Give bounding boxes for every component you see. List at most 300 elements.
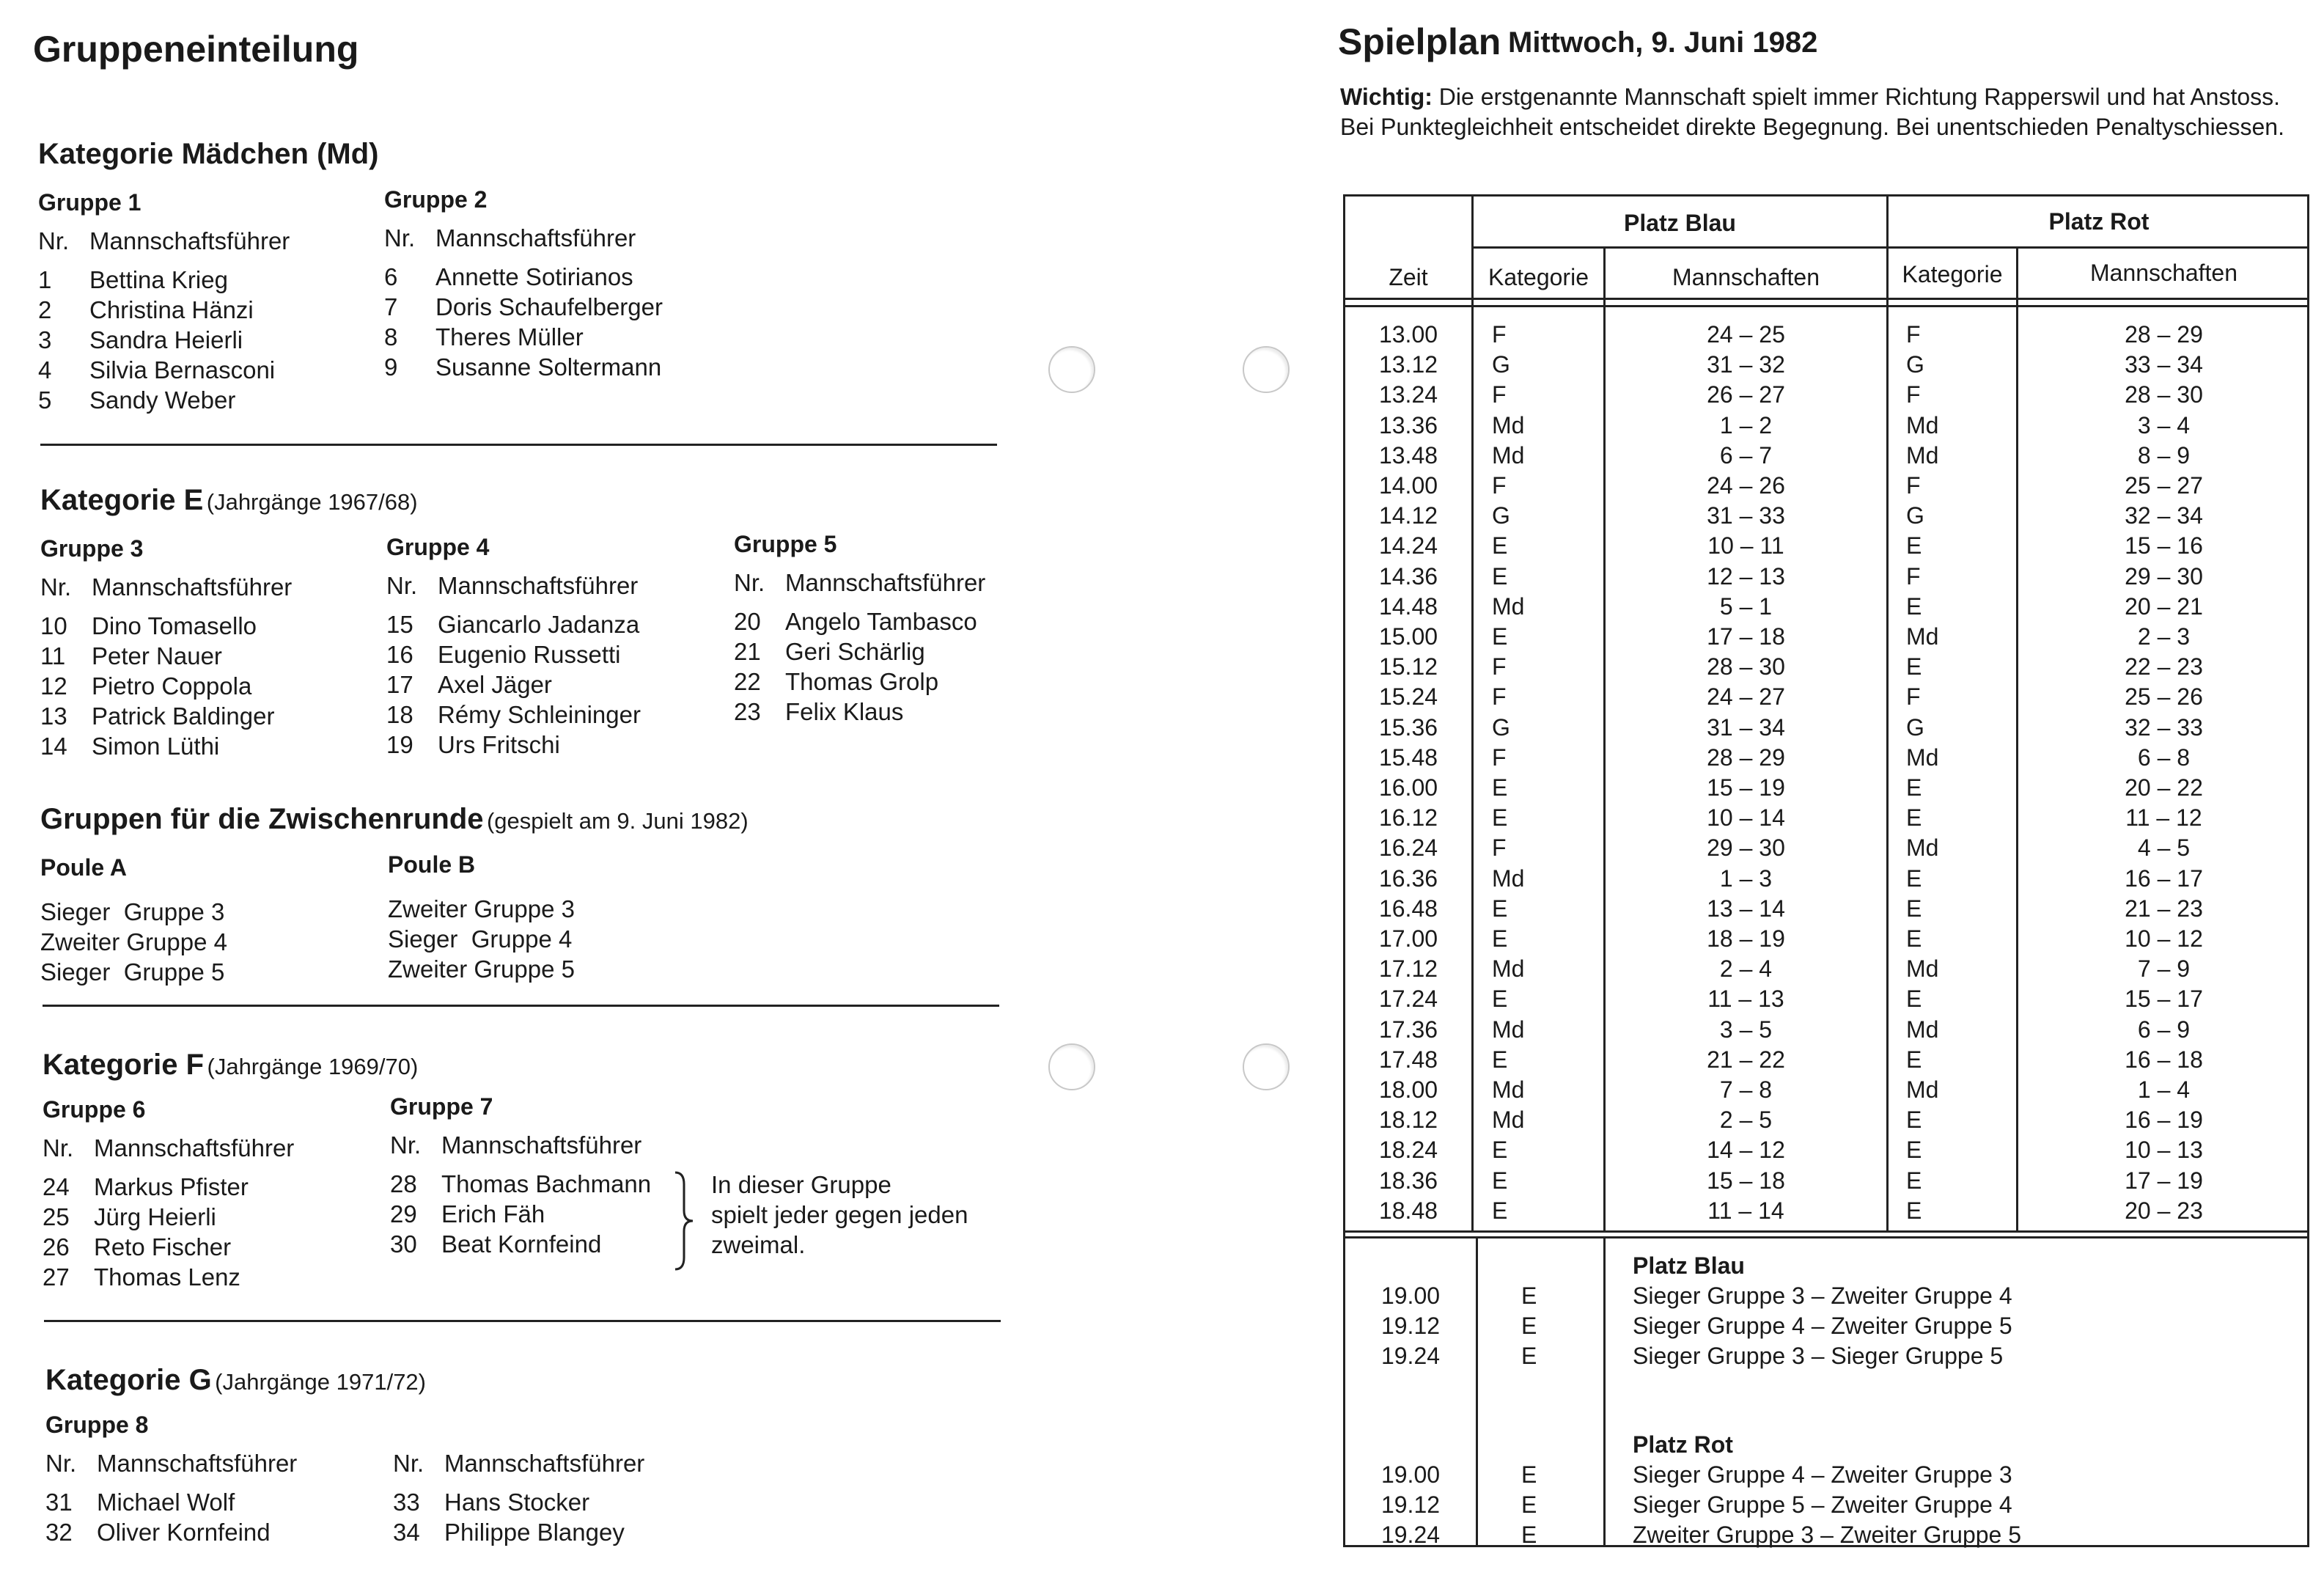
- category-cell: F: [1492, 683, 1507, 710]
- match-cell: 12 – 13: [1707, 563, 1785, 590]
- category-cell: Md: [1906, 412, 1939, 438]
- captain-label: Mannschaftsführer: [444, 1450, 645, 1477]
- time-cell: 15.12: [1378, 653, 1438, 680]
- category-cell: E: [1492, 986, 1508, 1012]
- group-4: [386, 534, 724, 760]
- group-header: [386, 570, 724, 601]
- match-cell: Sieger Gruppe 4 – Zweiter Gruppe 5: [1633, 1313, 2012, 1339]
- captain-name: Patrick Baldinger: [92, 702, 275, 730]
- captain-name: Geri Schärlig: [785, 638, 925, 665]
- time-cell: 18.24: [1378, 1137, 1438, 1163]
- category-cell: Md: [1906, 442, 1939, 469]
- match-cell: 24 – 27: [1707, 683, 1785, 710]
- team-number: 24: [43, 1173, 70, 1200]
- match-cell: 6 – 9: [2137, 1016, 2191, 1043]
- table-row: [1345, 351, 2309, 381]
- field-label: Platz Blau: [1633, 1252, 1745, 1279]
- time-cell: 19.00: [1380, 1282, 1441, 1309]
- nr-label: Nr.: [43, 1134, 74, 1162]
- table-row: [1345, 804, 2309, 834]
- match-cell: 11 – 14: [1707, 1197, 1784, 1224]
- category-cell: G: [1906, 502, 1924, 529]
- poule-name: Poule A: [40, 854, 127, 881]
- category-cell: Md: [1492, 865, 1525, 892]
- category-cell: Md: [1492, 955, 1525, 982]
- category-cell: G: [1492, 502, 1510, 529]
- kat-md-title: Kategorie Mädchen (Md): [38, 138, 379, 170]
- team-number: 17: [386, 671, 413, 698]
- match-cell: 11 – 13: [1707, 986, 1784, 1012]
- category-cell: E: [1492, 532, 1508, 559]
- time-cell: 15.00: [1378, 623, 1438, 650]
- list-item: [384, 322, 721, 352]
- table-row: [1345, 865, 2309, 895]
- captain-name: Oliver Kornfeind: [97, 1519, 271, 1546]
- captain-name: Pietro Coppola: [92, 672, 252, 700]
- category-cell: Md: [1906, 834, 1939, 861]
- team-number: 21: [734, 638, 761, 665]
- captain-name: Simon Lüthi: [92, 733, 220, 760]
- captain-name: Hans Stocker: [444, 1489, 590, 1516]
- category-cell: Md: [1492, 593, 1525, 620]
- table-row: [1345, 442, 2309, 472]
- nr-label: Nr.: [386, 572, 418, 599]
- team-number: 25: [43, 1203, 70, 1230]
- match-cell: 7 – 9: [2137, 955, 2191, 982]
- time-cell: 18.00: [1378, 1076, 1438, 1103]
- time-cell: 17.36: [1378, 1016, 1438, 1043]
- poule-entry: Sieger Gruppe 3: [40, 898, 225, 925]
- category-cell: E: [1492, 1137, 1508, 1163]
- category-cell: E: [1906, 925, 1922, 952]
- list-item: [43, 1172, 380, 1202]
- match-cell: 20 – 23: [2125, 1197, 2203, 1224]
- group-header: [38, 226, 375, 256]
- list-item: [384, 352, 721, 382]
- list-item: [40, 701, 378, 731]
- team-number: 26: [43, 1233, 70, 1260]
- table-row: [1345, 532, 2309, 562]
- team-number: 7: [384, 293, 398, 320]
- team-number: 10: [40, 612, 67, 639]
- team-number: 23: [734, 698, 761, 725]
- important-note: [1340, 82, 2284, 142]
- time-cell: 16.00: [1378, 774, 1438, 801]
- category-cell: E: [1906, 774, 1922, 801]
- time-cell: 13.00: [1378, 321, 1438, 348]
- match-cell: 6 – 8: [2137, 744, 2191, 771]
- poule-a: [40, 854, 378, 987]
- table-row: [1345, 623, 2309, 653]
- category-cell: Md: [1492, 1076, 1525, 1103]
- match-cell: 15 – 18: [1707, 1167, 1785, 1194]
- group-6: [43, 1096, 380, 1292]
- list-item: [734, 697, 1071, 727]
- important-line1: Die erstgenannte Mannschaft spielt immer Richtung Rapperswil und hat Anstoss.: [1438, 84, 2281, 110]
- category-cell: E: [1492, 1046, 1508, 1073]
- table-row: [1345, 1167, 2309, 1197]
- match-cell: 32 – 34: [2125, 502, 2203, 529]
- table-rule: [1345, 1230, 2309, 1233]
- captain-name: Christina Hänzi: [89, 296, 254, 323]
- captain-name: Giancarlo Jadanza: [438, 611, 640, 638]
- category-cell: F: [1906, 683, 1921, 710]
- time-cell: 19.24: [1380, 1522, 1441, 1548]
- divider: [40, 444, 997, 446]
- time-cell: 17.48: [1378, 1046, 1438, 1073]
- team-number: 27: [43, 1263, 70, 1291]
- captain-name: Sandy Weber: [89, 386, 236, 414]
- team-number: 19: [386, 731, 413, 758]
- match-cell: 2 – 5: [1719, 1107, 1773, 1133]
- captain-name: Annette Sotirianos: [435, 263, 633, 290]
- captain-name: Peter Nauer: [92, 642, 222, 669]
- match-cell: Sieger Gruppe 3 – Zweiter Gruppe 4: [1633, 1282, 2012, 1309]
- time-cell: 17.24: [1378, 986, 1438, 1012]
- list-item: [384, 292, 721, 322]
- category-cell: E: [1492, 804, 1508, 831]
- team-number: 33: [393, 1489, 420, 1516]
- time-cell: 19.00: [1380, 1461, 1441, 1488]
- group-1: [38, 189, 375, 415]
- table-row: [1345, 321, 2309, 351]
- list-item: [38, 325, 375, 355]
- list-item: [38, 265, 375, 295]
- category-cell: E: [1492, 1197, 1508, 1224]
- table-row: [1345, 1016, 2309, 1046]
- list-item: [386, 609, 724, 639]
- table-row: [1345, 683, 2309, 713]
- captain-name: Doris Schaufelberger: [435, 293, 663, 320]
- captain-name: Felix Klaus: [785, 698, 904, 725]
- match-cell: 24 – 26: [1707, 472, 1785, 499]
- match-cell: 32 – 33: [2125, 714, 2203, 741]
- category-cell: Md: [1492, 442, 1525, 469]
- table-row: [1345, 834, 2309, 865]
- team-number: 22: [734, 668, 761, 695]
- table-row: [1345, 1046, 2309, 1076]
- match-cell: 22 – 23: [2125, 653, 2203, 680]
- team-number: 30: [390, 1230, 417, 1258]
- match-cell: 18 – 19: [1707, 925, 1785, 952]
- category-cell: G: [1906, 714, 1924, 741]
- category-cell: F: [1906, 321, 1921, 348]
- category-cell: F: [1492, 321, 1507, 348]
- poule-entry: Zweiter Gruppe 4: [40, 928, 227, 955]
- group-name: Gruppe 5: [734, 531, 837, 557]
- time-cell: 18.36: [1378, 1167, 1438, 1194]
- match-cell: 29 – 30: [2125, 563, 2203, 590]
- category-cell: E: [1906, 986, 1922, 1012]
- table-row: [1345, 1522, 2309, 1552]
- schedule-heading: [1338, 21, 1818, 63]
- important-label: Wichtig:: [1340, 84, 1433, 110]
- table-row: [1345, 472, 2309, 502]
- poule-entry: Sieger Gruppe 5: [40, 958, 225, 986]
- page-title-left: Gruppeneinteilung: [33, 29, 359, 70]
- match-cell: 28 – 30: [2125, 381, 2203, 408]
- table-row: [1345, 925, 2309, 955]
- time-cell: 13.48: [1378, 442, 1438, 469]
- match-cell: 31 – 34: [1707, 714, 1785, 741]
- group-name: Gruppe 7: [390, 1093, 493, 1120]
- category-cell: Md: [1906, 744, 1939, 771]
- table-row: [1345, 502, 2309, 532]
- match-cell: 28 – 29: [1707, 744, 1785, 771]
- captain-name: Silvia Bernasconi: [89, 356, 276, 384]
- list-item: [386, 639, 724, 669]
- kat-e-title: Kategorie E: [40, 484, 204, 516]
- match-cell: 16 – 19: [2125, 1107, 2203, 1133]
- captain-label: Mannschaftsführer: [438, 572, 639, 599]
- divider: [43, 1005, 999, 1007]
- captain-name: Jürg Heierli: [94, 1203, 216, 1230]
- category-cell: F: [1906, 472, 1921, 499]
- table-row: [1345, 1282, 2309, 1313]
- list-item: [45, 1517, 383, 1547]
- time-cell: 14.36: [1378, 563, 1438, 590]
- list-item: [393, 1487, 730, 1517]
- kat-f-years: (Jahrgänge 1969/70): [207, 1054, 419, 1079]
- captain-name: Urs Fritschi: [438, 731, 560, 758]
- category-cell: Md: [1492, 412, 1525, 438]
- category-cell: E: [1906, 653, 1922, 680]
- captain-name: Angelo Tambasco: [785, 608, 977, 635]
- captain-name: Rémy Schleininger: [438, 701, 641, 728]
- category-cell: F: [1906, 381, 1921, 408]
- table-row: [1345, 714, 2309, 744]
- list-item: [40, 671, 378, 701]
- match-cell: 14 – 12: [1707, 1137, 1785, 1163]
- category-cell: E: [1492, 623, 1508, 650]
- match-cell: 33 – 34: [2125, 351, 2203, 378]
- list-item: [386, 669, 724, 700]
- match-cell: 5 – 1: [1719, 593, 1773, 620]
- platz-blau-header: Platz Blau: [1624, 210, 1736, 236]
- match-cell: 10 – 12: [2125, 925, 2203, 952]
- match-cell: 21 – 22: [1707, 1046, 1785, 1073]
- match-cell: 10 – 14: [1707, 804, 1785, 831]
- list-item: [386, 700, 724, 730]
- table-row: [1345, 1076, 2309, 1107]
- category-cell: F: [1906, 563, 1921, 590]
- category-cell: G: [1906, 351, 1924, 378]
- captain-label: Mannschaftsführer: [441, 1131, 642, 1159]
- category-cell: E: [1906, 1137, 1922, 1163]
- time-cell: 16.48: [1378, 895, 1438, 922]
- category-cell: Md: [1906, 955, 1939, 982]
- captain-name: Thomas Lenz: [94, 1263, 240, 1291]
- match-cell: 13 – 14: [1707, 895, 1785, 922]
- team-number: 4: [38, 356, 52, 384]
- captain-name: Markus Pfister: [94, 1173, 249, 1200]
- list-item: [384, 262, 721, 292]
- match-cell: Zweiter Gruppe 3 – Zweiter Gruppe 5: [1633, 1522, 2022, 1548]
- table-row: [1345, 1137, 2309, 1167]
- poule-name: Poule B: [388, 851, 476, 878]
- match-cell: 11 – 12: [2125, 804, 2202, 831]
- note-line: zweimal.: [711, 1231, 806, 1258]
- schedule-date: Mittwoch, 9. Juni 1982: [1508, 26, 1818, 59]
- team-number: 28: [390, 1170, 417, 1197]
- match-cell: 10 – 11: [1707, 532, 1784, 559]
- captain-name: Eugenio Russetti: [438, 641, 621, 668]
- match-cell: 15 – 17: [2125, 986, 2203, 1012]
- punch-hole: [1243, 346, 1290, 393]
- team-number: 1: [38, 266, 52, 293]
- table-row: [1345, 1461, 2309, 1491]
- team-number: 12: [40, 672, 67, 700]
- group-name: Gruppe 4: [386, 534, 490, 560]
- category-cell: E: [1521, 1343, 1537, 1369]
- col-kategorie: Kategorie: [1902, 261, 2003, 287]
- captain-name: Susanne Soltermann: [435, 353, 662, 381]
- team-number: 8: [384, 323, 398, 351]
- team-number: 11: [40, 642, 66, 669]
- time-cell: 14.12: [1378, 502, 1438, 529]
- list-item: [734, 667, 1071, 697]
- zwischen-title: Gruppen für die Zwischenrunde: [40, 803, 484, 835]
- team-number: 5: [38, 386, 52, 414]
- time-cell: 18.48: [1378, 1197, 1438, 1224]
- list-item: [734, 636, 1071, 667]
- match-cell: 10 – 13: [2125, 1137, 2203, 1163]
- category-cell: E: [1492, 1167, 1508, 1194]
- time-cell: 14.00: [1378, 472, 1438, 499]
- captain-name: Bettina Krieg: [89, 266, 228, 293]
- time-cell: 15.36: [1378, 714, 1438, 741]
- category-cell: E: [1906, 865, 1922, 892]
- category-cell: E: [1492, 563, 1508, 590]
- time-cell: 19.12: [1380, 1313, 1441, 1339]
- group-name: Gruppe 2: [384, 186, 488, 213]
- table-row: [1345, 1491, 2309, 1522]
- category-cell: Md: [1906, 623, 1939, 650]
- captain-name: Erich Fäh: [441, 1200, 545, 1227]
- punch-hole: [1048, 346, 1095, 393]
- zwischen-heading: [40, 803, 749, 836]
- team-number: 14: [40, 733, 67, 760]
- group-header: [734, 568, 1071, 598]
- list-item: [386, 730, 724, 760]
- match-cell: 16 – 17: [2125, 865, 2203, 892]
- col-zeit: Zeit: [1389, 264, 1428, 290]
- important-line2: Bei Punktegleichheit entscheidet direkte Begegnung. Bei unentschieden Penaltyschiessen.: [1340, 114, 2284, 140]
- list-item: [38, 355, 375, 385]
- team-number: 9: [384, 353, 398, 381]
- category-cell: F: [1492, 472, 1507, 499]
- match-cell: 6 – 7: [1719, 442, 1773, 469]
- time-cell: 16.12: [1378, 804, 1438, 831]
- captain-label: Mannschaftsführer: [435, 224, 636, 252]
- captain-name: Reto Fischer: [94, 1233, 232, 1260]
- category-cell: E: [1906, 593, 1922, 620]
- col-kategorie: Kategorie: [1488, 264, 1589, 290]
- group-name: Gruppe 8: [45, 1412, 149, 1438]
- match-cell: 2 – 4: [1719, 955, 1773, 982]
- match-cell: 2 – 3: [2137, 623, 2191, 650]
- list-item: [38, 385, 375, 415]
- captain-name: Sandra Heierli: [89, 326, 243, 353]
- group-name: Gruppe 1: [38, 189, 141, 216]
- table-row: [1345, 563, 2309, 593]
- list-item: [45, 1487, 383, 1517]
- match-cell: 3 – 4: [2137, 412, 2191, 438]
- match-cell: 31 – 32: [1707, 351, 1785, 378]
- poule-entry: Zweiter Gruppe 3: [388, 895, 575, 922]
- nr-label: Nr.: [384, 224, 416, 252]
- match-cell: 1 – 4: [2137, 1076, 2191, 1103]
- category-cell: E: [1906, 804, 1922, 831]
- list-item: [734, 606, 1071, 636]
- nr-label: Nr.: [38, 227, 70, 254]
- category-cell: Md: [1492, 1107, 1525, 1133]
- category-cell: E: [1521, 1461, 1537, 1488]
- table-row: [1345, 593, 2309, 623]
- table-rule: [1471, 246, 2309, 249]
- match-cell: 29 – 30: [1707, 834, 1785, 861]
- group-8-continued: [393, 1412, 730, 1547]
- category-cell: E: [1906, 1197, 1922, 1224]
- field-label: Platz Rot: [1633, 1431, 1733, 1458]
- category-cell: E: [1906, 1167, 1922, 1194]
- captain-label: Mannschaftsführer: [785, 569, 986, 596]
- group-3: [40, 535, 378, 761]
- col-mannschaften: Mannschaften: [1672, 264, 1820, 290]
- table-rule: [1345, 298, 2309, 300]
- table-row: [1345, 774, 2309, 804]
- table-row: [1345, 1197, 2309, 1227]
- match-cell: 25 – 26: [2125, 683, 2203, 710]
- captain-name: Michael Wolf: [97, 1489, 235, 1516]
- poule-b: [388, 851, 725, 984]
- match-cell: 7 – 8: [1719, 1076, 1773, 1103]
- time-cell: 18.12: [1378, 1107, 1438, 1133]
- note-line: In dieser Gruppe: [711, 1171, 891, 1198]
- captain-name: Philippe Blangey: [444, 1519, 625, 1546]
- team-number: 32: [45, 1519, 73, 1546]
- table-row: [1345, 381, 2309, 411]
- match-cell: Sieger Gruppe 3 – Sieger Gruppe 5: [1633, 1343, 2004, 1369]
- list-item: [43, 1202, 380, 1232]
- category-cell: E: [1521, 1282, 1537, 1309]
- table-rule: [1345, 305, 2309, 307]
- list-item: [40, 641, 378, 671]
- time-cell: 16.24: [1378, 834, 1438, 861]
- nr-label: Nr.: [393, 1450, 424, 1477]
- category-cell: E: [1521, 1491, 1537, 1518]
- platz-rot-header: Platz Rot: [2048, 208, 2150, 235]
- match-cell: 17 – 18: [1707, 623, 1785, 650]
- team-number: 34: [393, 1519, 420, 1546]
- table-row: [1345, 412, 2309, 442]
- match-cell: 25 – 27: [2125, 472, 2203, 499]
- page-title-right: Spielplan: [1338, 21, 1501, 62]
- time-cell: 19.12: [1380, 1491, 1441, 1518]
- category-cell: E: [1906, 895, 1922, 922]
- captain-name: Thomas Bachmann: [441, 1170, 652, 1197]
- match-cell: 31 – 33: [1707, 502, 1785, 529]
- match-cell: 8 – 9: [2137, 442, 2191, 469]
- match-cell: Sieger Gruppe 5 – Zweiter Gruppe 4: [1633, 1491, 2012, 1518]
- nr-label: Nr.: [390, 1131, 422, 1159]
- table-row: [1345, 1107, 2309, 1137]
- kat-g-title: Kategorie G: [45, 1364, 212, 1396]
- col-mannschaften: Mannschaften: [2089, 260, 2237, 286]
- captain-label: Mannschaftsführer: [97, 1450, 298, 1477]
- group-header: [384, 223, 721, 253]
- kat-g-years: (Jahrgänge 1971/72): [215, 1369, 426, 1395]
